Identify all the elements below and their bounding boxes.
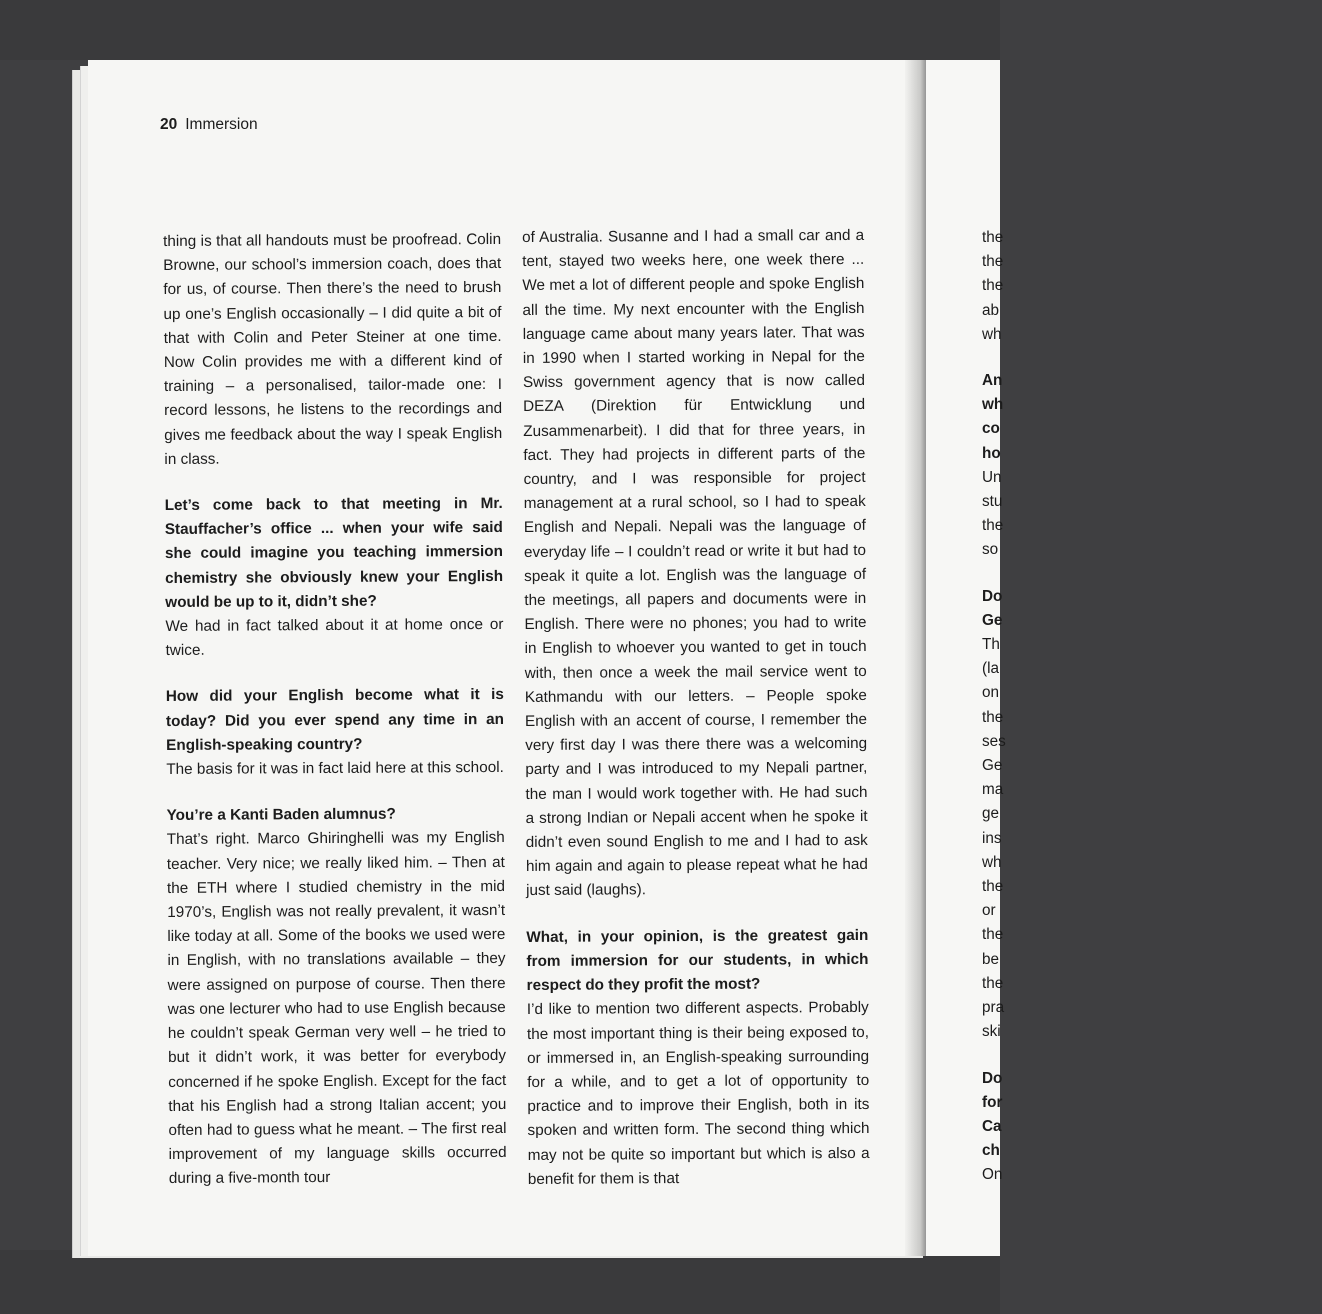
line-fragment: the	[982, 277, 1004, 295]
line-fragment: the	[982, 517, 1004, 535]
line-fragment: ab	[982, 301, 1000, 319]
line-fragment: on	[982, 684, 1000, 702]
section-title: Immersion	[185, 116, 258, 133]
interview-question: How did your English become what it is today? Did you ever spend any time in an English-speaking country?	[165, 686, 505, 754]
question-fragment: wh	[982, 396, 1004, 414]
line-fragment: pra	[982, 999, 1005, 1017]
text-column-1	[163, 228, 507, 1192]
line-fragment: the	[982, 926, 1004, 944]
question-fragment: co	[982, 420, 1000, 438]
interview-answer: The basis for it was in fact laid here at this school.	[166, 758, 504, 779]
scanner-background-bottom	[0, 1250, 1000, 1314]
paragraph: thing is that all handouts must be proofread. Colin Browne, our school’s immersion coach, does that for us, of course. Then there’s the need to brush up one’s English occasionally – I did quite a bit of that with Colin and Peter Steiner at one time. Now Colin provides me with a different kind of training – a personalised, tailor-made one: I record lessons, he listens to the recordings and gives me feedback about the way I speak English in class.	[163, 230, 503, 468]
line-fragment: be	[982, 950, 1000, 968]
interview-question: What, in your opinion, is the greatest gain from immersion for our students, in which respect do they profit the most?	[526, 926, 869, 995]
page-number: 20	[160, 116, 178, 133]
book-gutter	[905, 60, 927, 1256]
line-fragment: ma	[982, 781, 1004, 799]
text-column-3-fragment	[982, 226, 1322, 1188]
line-fragment: ski	[982, 1023, 1001, 1041]
line-fragment: so	[982, 541, 999, 559]
text-column-2	[522, 224, 870, 1192]
paragraph: of Australia. Susanne and I had a small car and a tent, stayed two weeks here, one week there ... We met a lot of different people and spoke English all the time. My next encounter with the English language came about many years later. That was in 1990 when I started working in Nepal for the Swiss government agency that is now called DEZA (Direktion für Entwicklung und Zusammenarbeit). I did that for three years, in fact. They had projects in different parts of the country, and I was responsible for project management at a rural school, so I had to speak English and Nepali. Nepali was the language of everyday life – I couldn’t read or write it but had to speak it quite a lot. English was the language of the meetings, all papers and documents were in English. There were no phones; you had to write in English to whoever you wanted to get in touch with, then once a week the mail service went to Kathmandu with our letters. – People spoke English with an accent of course, I remember the very first day I was there there was a welcoming party and I was introduced to my Nepali partner, the man I would work together with. He had such a strong Indian or Nepali accent when he spoke it didn’t even sound English to me and I had to ask him again and again to please repeat what he had just said (laughs).	[522, 226, 868, 900]
line-fragment: ses	[982, 732, 1006, 750]
interview-answer: I’d like to mention two different aspects. Probably the most important thing is their being exposed to, or immersed in, an English-speaking surrounding for a while, and to get a lot of opportunity to practice and to improve their English, both in its spoken and written form. The second thing which may not be quite so important but which is also a benefit for them is that	[526, 999, 870, 1188]
interview-question: You’re a Kanti Baden alumnus?	[166, 805, 396, 825]
line-fragment: ge	[982, 805, 1000, 823]
interview-answer: We had in fact talked about it at home once or twice.	[165, 615, 504, 660]
running-head	[160, 116, 258, 134]
line-fragment: Th	[982, 636, 1000, 654]
line-fragment: the	[982, 708, 1004, 726]
line-fragment: wh	[982, 853, 1002, 871]
line-fragment: the	[982, 878, 1004, 896]
line-fragment: wh	[982, 325, 1002, 343]
line-fragment: (la	[982, 660, 999, 678]
line-fragment: On	[982, 1166, 1003, 1184]
line-fragment: Ge	[982, 757, 1003, 775]
interview-answer: That’s right. Marco Ghiringhelli was my English teacher. Very nice; we really liked him. – Then at the ETH where I studied chemistry in the mid 1970’s, English was not really prevalent, it wasn’t like today at all. Some of the books we used were in English, with no translations available – they were assigned on purpose of course. Then there was one lecturer who had to use English because he couldn’t speak German very well – he tried to but it didn’t work, it was better for everybody concerned if he spoke English. Except for the fact that his English had a strong Italian accent; you often had to guess what he meant. – The first real improvement of my language skills occurred during a five-month tour	[166, 829, 507, 1188]
question-fragment: Do	[982, 1069, 1003, 1087]
interview-question: Let’s come back to that meeting in Mr. Stauffacher’s office ... when your wife said she could imagine you teaching immersion chemistry she obviously knew your English would be up to it, didn’t she?	[164, 494, 504, 611]
line-fragment: the	[982, 229, 1004, 246]
question-fragment: ho	[982, 444, 1001, 462]
question-fragment: Ca	[982, 1117, 1002, 1135]
question-fragment: ch	[982, 1142, 1000, 1160]
question-fragment: An	[982, 372, 1003, 390]
line-fragment: the	[982, 974, 1004, 992]
line-fragment: or	[982, 902, 996, 920]
line-fragment: the	[982, 253, 1004, 271]
question-fragment: Do	[982, 587, 1003, 605]
line-fragment: Un	[982, 468, 1002, 486]
question-fragment: Ge	[982, 611, 1003, 629]
line-fragment: ins	[982, 829, 1002, 847]
line-fragment: stu	[982, 493, 1003, 511]
scanner-background-top	[0, 0, 1000, 60]
question-fragment: for	[982, 1093, 1003, 1111]
